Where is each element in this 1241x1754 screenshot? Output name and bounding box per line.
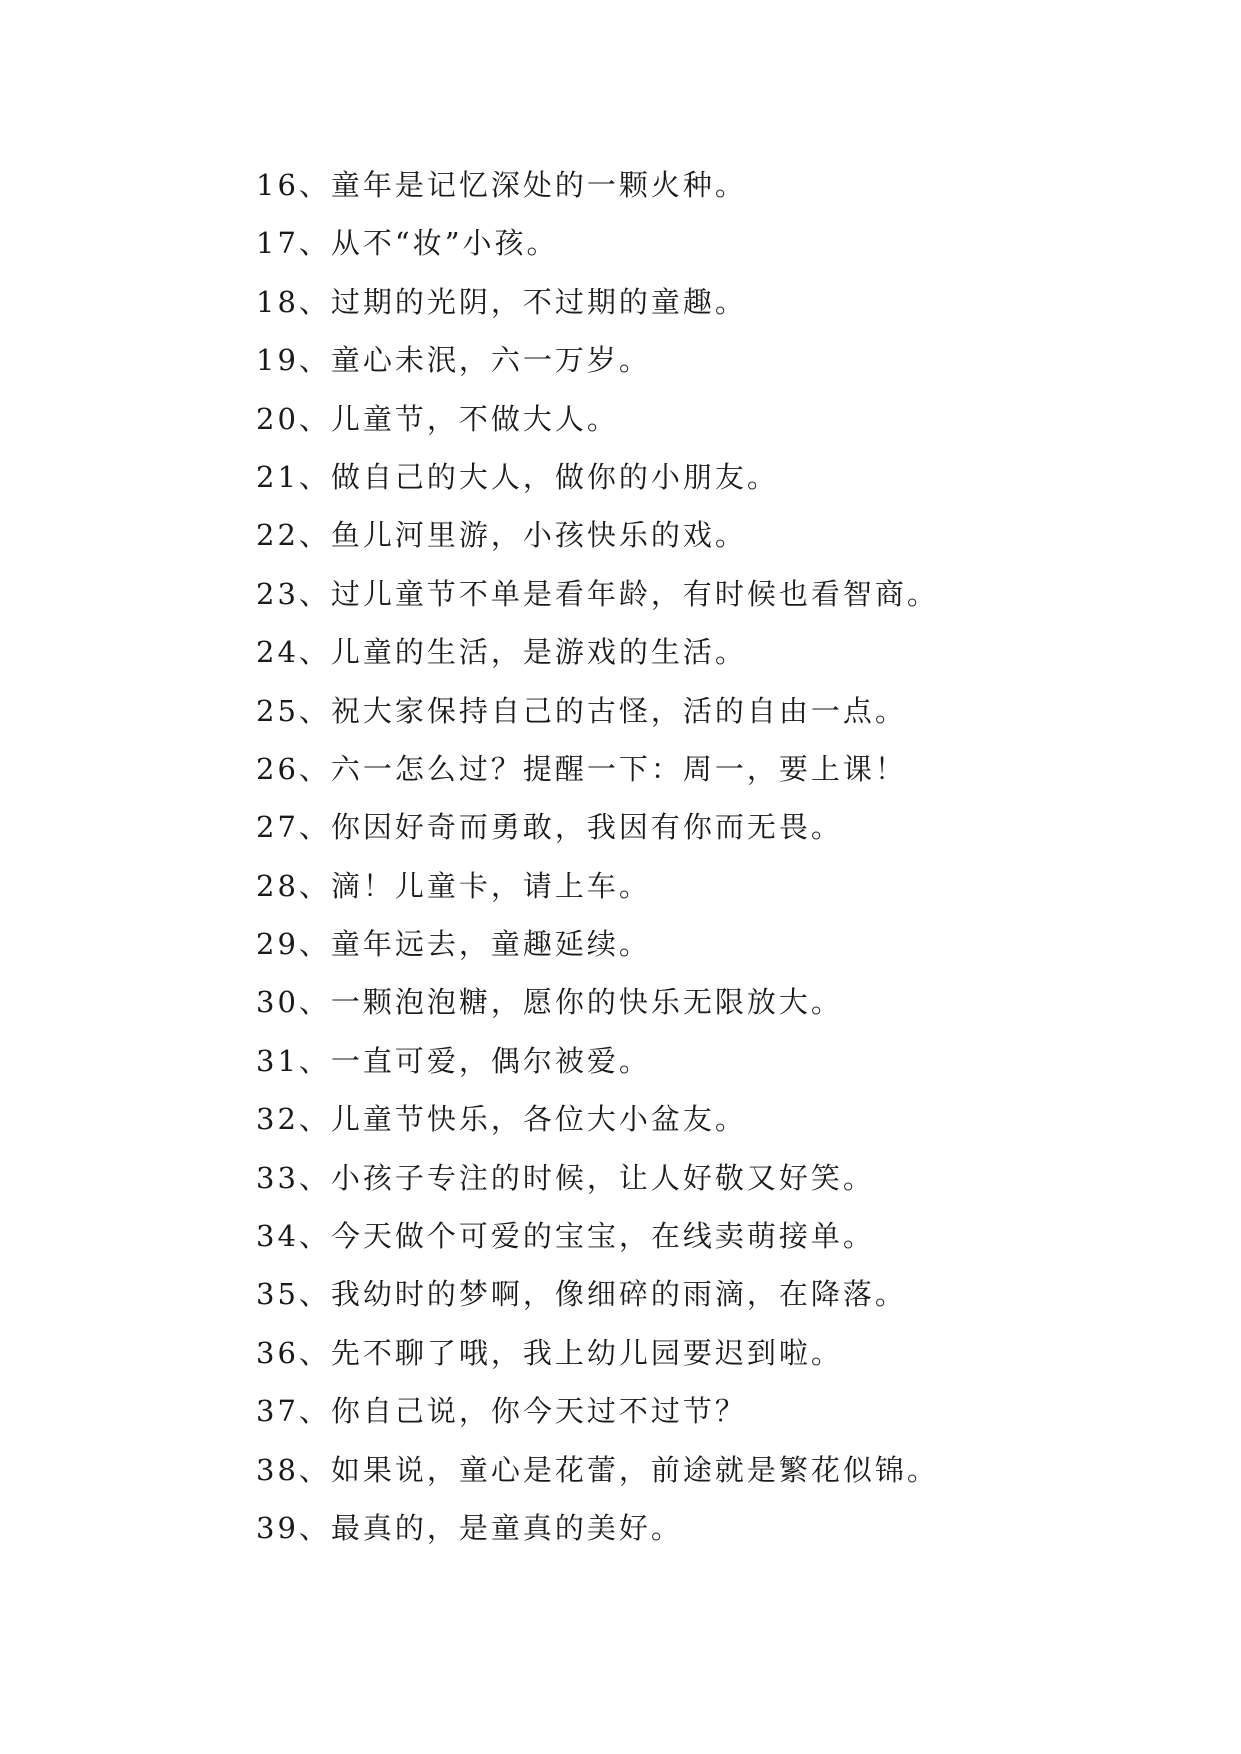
list-item: 27、你因好奇而勇敢，我因有你而无畏。: [256, 810, 843, 845]
list-item: 33、小孩子专注的时候，让人好敬又好笑。: [256, 1160, 875, 1195]
list-item: 30、一颗泡泡糖，愿你的快乐无限放大。: [256, 985, 843, 1020]
list-item: 39、最真的，是童真的美好。: [256, 1510, 683, 1545]
quote-list: [256, 156, 1216, 1557]
list-item: 37、你自己说，你今天过不过节？: [256, 1394, 747, 1429]
list-item: 17、从不“妆”小孩。: [256, 226, 559, 261]
list-item: 35、我幼时的梦啊，像细碎的雨滴，在降落。: [256, 1277, 907, 1312]
list-item: 22、鱼儿河里游，小孩快乐的戏。: [256, 518, 747, 553]
list-item: 20、儿童节，不做大人。: [256, 401, 619, 436]
list-item: 32、儿童节快乐，各位大小盆友。: [256, 1102, 747, 1137]
list-item: 31、一直可爱，偶尔被爱。: [256, 1043, 651, 1078]
list-item: 25、祝大家保持自己的古怪，活的自由一点。: [256, 693, 907, 728]
list-item: 19、童心未泯，六一万岁。: [256, 343, 651, 378]
list-item: 28、滴！儿童卡，请上车。: [256, 868, 651, 903]
list-item: 16、童年是记忆深处的一颗火种。: [256, 168, 747, 202]
list-item: 23、过儿童节不单是看年龄，有时候也看智商。: [256, 576, 939, 611]
list-item: 24、儿童的生活，是游戏的生活。: [256, 635, 747, 670]
list-item: 21、做自己的大人，做你的小朋友。: [256, 459, 779, 494]
list-item: 34、今天做个可爱的宝宝，在线卖萌接单。: [256, 1219, 875, 1254]
list-item: 36、先不聊了哦，我上幼儿园要迟到啦。: [256, 1335, 843, 1370]
list-item: 38、如果说，童心是花蕾，前途就是繁花似锦。: [256, 1452, 939, 1487]
list-item: 26、六一怎么过？提醒一下：周一，要上课！: [256, 751, 907, 786]
list-item: 29、童年远去，童趣延续。: [256, 927, 651, 962]
list-item: 18、过期的光阴，不过期的童趣。: [256, 284, 747, 319]
